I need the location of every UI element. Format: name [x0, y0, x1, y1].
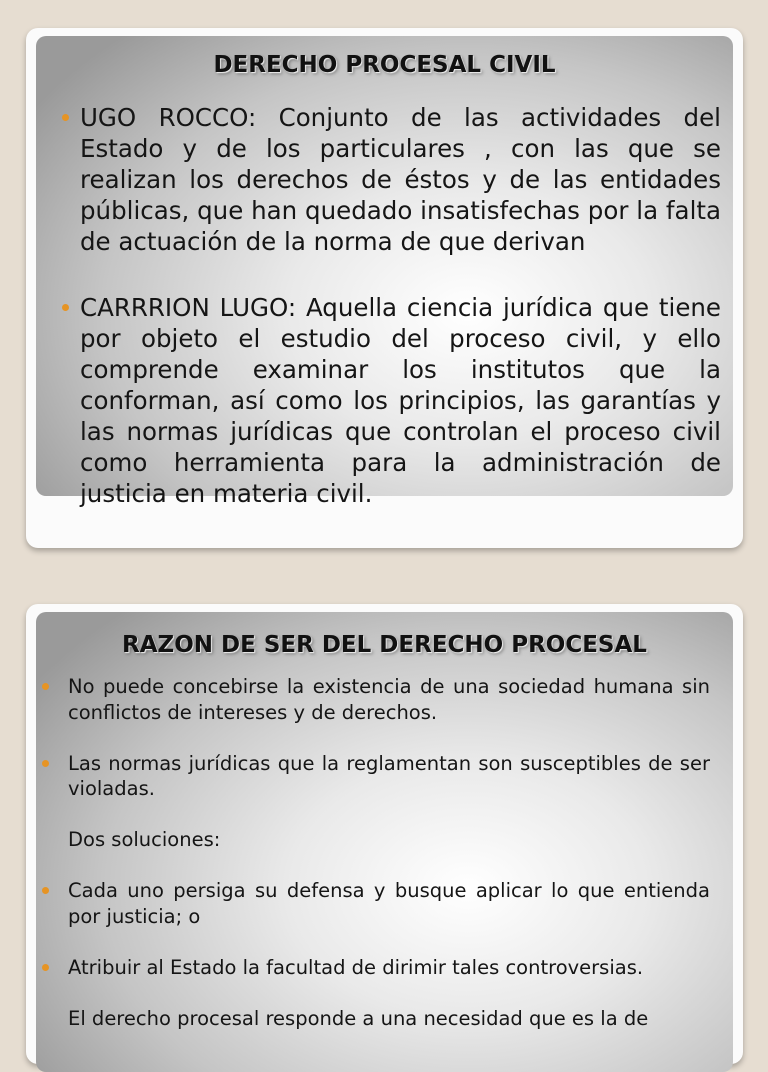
- list-item: [56, 102, 721, 257]
- slide-title: DERECHO PROCESAL CIVIL: [213, 52, 556, 78]
- slide-card: [26, 604, 743, 1064]
- paragraph-item: [42, 827, 710, 853]
- paragraph-item: [42, 1006, 710, 1032]
- bullet-dot-icon: [42, 683, 49, 690]
- list-item: [42, 751, 710, 802]
- bullet-text: UGO ROCCO: Conjunto de las actividades del Estado y de los particulares , con las que se realizan los derechos de éstos y de las entidades públicas, que han quedado insatisfechas por la falta de actuación de la norma de que derivan: [80, 103, 721, 256]
- bullet-list: [56, 102, 721, 544]
- bullet-dot-icon: [62, 304, 69, 311]
- bullet-text: No puede concebirse la existencia de una sociedad humana sin conflictos de intereses y de derechos.: [68, 675, 710, 724]
- bullet-text: Cada uno persiga su defensa y busque aplicar lo que entienda por justicia; o: [68, 879, 710, 928]
- list-item: [56, 292, 721, 509]
- list-item: [42, 878, 710, 929]
- bullet-dot-icon: [42, 964, 49, 971]
- bullet-list: [42, 674, 710, 1057]
- slide-content-panel: [36, 612, 733, 1072]
- slide-content-panel: [36, 36, 733, 508]
- list-item: [42, 955, 710, 981]
- slide-card: [26, 28, 743, 548]
- bullet-text: Las normas jurídicas que la reglamentan son susceptibles de ser violadas.: [68, 751, 710, 800]
- bullet-text: Atribuir al Estado la facultad de dirimir tales controversias.: [68, 955, 644, 979]
- bullet-dot-icon: [42, 887, 49, 894]
- slide-title: RAZON DE SER DEL DERECHO PROCESAL: [122, 632, 647, 658]
- bullet-dot-icon: [62, 114, 69, 121]
- bullet-text: CARRRION LUGO: Aquella ciencia jurídica que tiene por objeto el estudio del proceso civil, y ello comprende examinar los institutos que la conforman, así como los principios, las garantías y las normas jurídicas que controlan el proceso civil como herramienta para la administración de justicia en materia civil.: [80, 293, 721, 508]
- paragraph-text: Dos soluciones:: [68, 828, 221, 851]
- bullet-dot-icon: [42, 760, 49, 767]
- list-item: [42, 674, 710, 725]
- paragraph-text: El derecho procesal responde a una necesidad que es la de: [68, 1006, 649, 1030]
